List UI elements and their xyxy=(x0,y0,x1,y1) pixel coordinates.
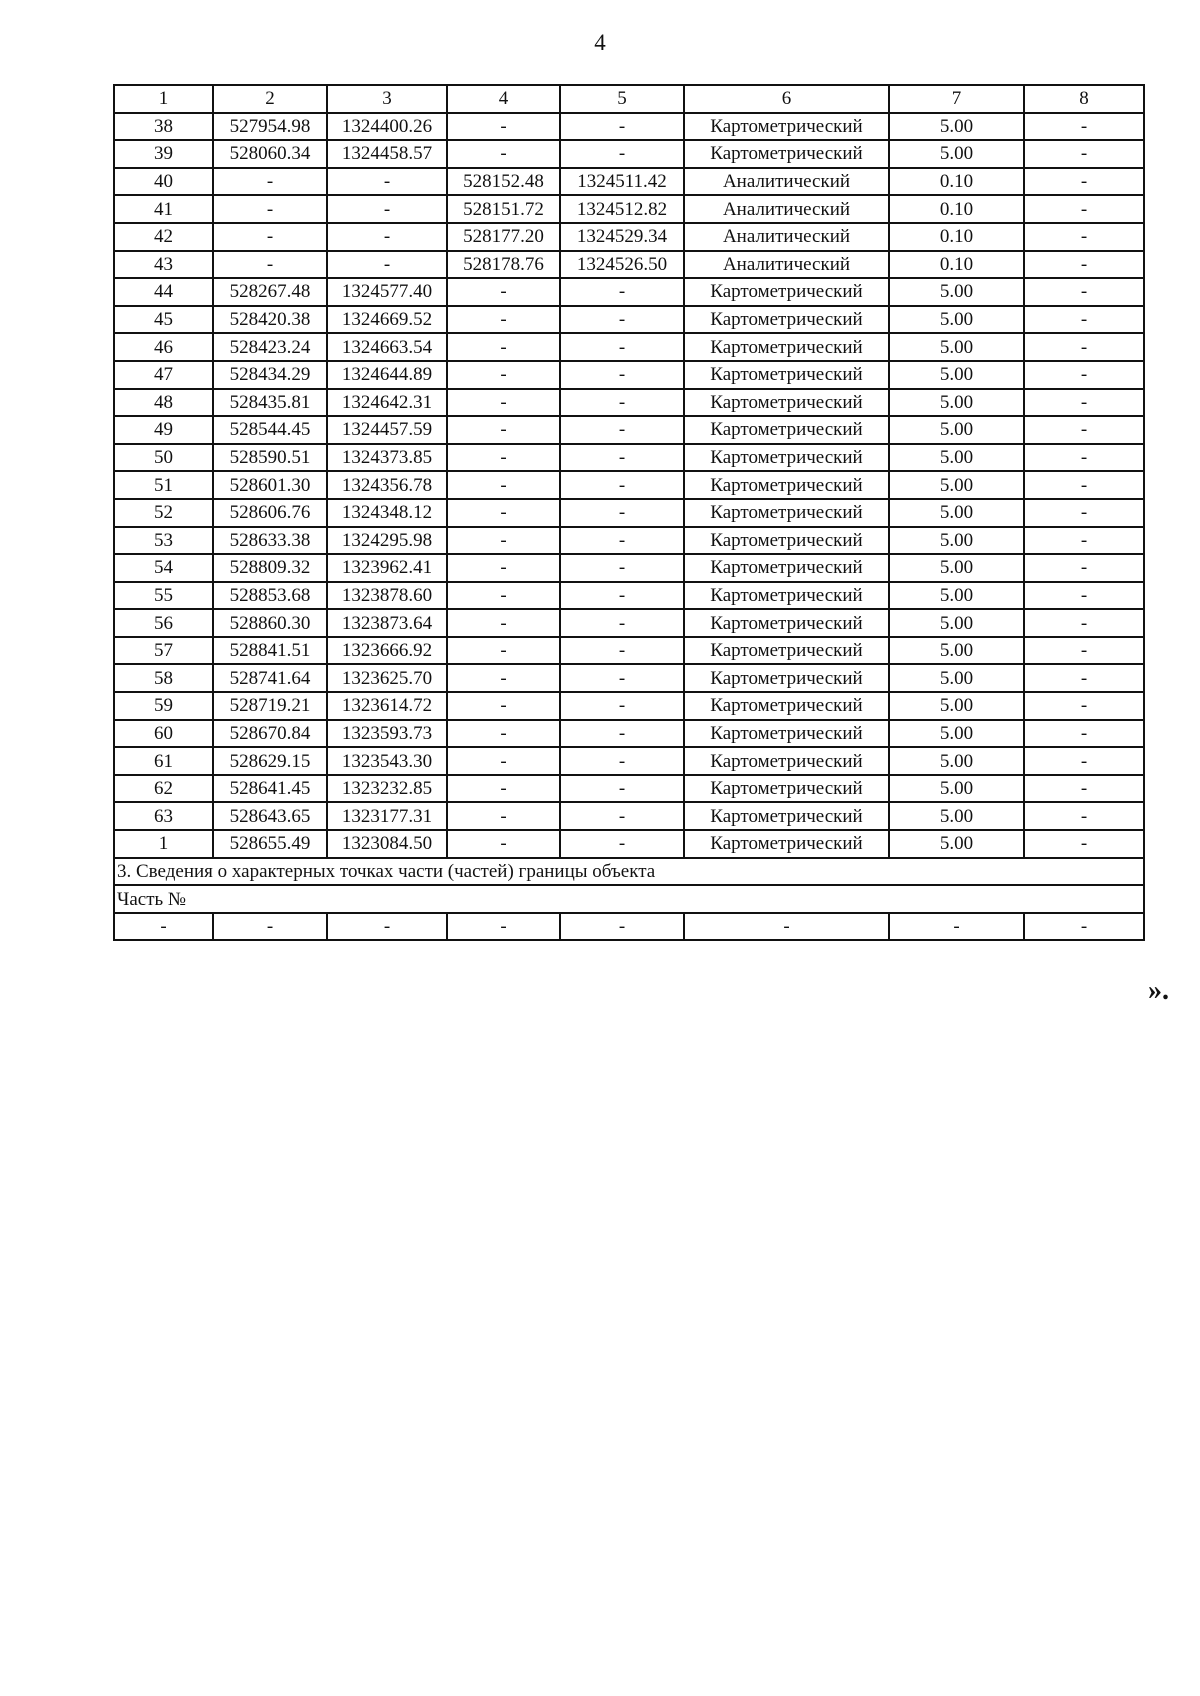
table-cell: - xyxy=(447,830,560,858)
table-cell: 57 xyxy=(114,637,213,665)
table-cell: Аналитический xyxy=(684,223,889,251)
table-cell: 5.00 xyxy=(889,113,1024,141)
table-cell: 528178.76 xyxy=(447,251,560,279)
table-cell: - xyxy=(327,195,447,223)
table-cell: - xyxy=(1024,499,1144,527)
table-cell: - xyxy=(560,913,684,941)
table-cell: - xyxy=(1024,471,1144,499)
table-cell: 528544.45 xyxy=(213,416,327,444)
table-cell: 528670.84 xyxy=(213,720,327,748)
table-row xyxy=(114,333,1144,361)
table-cell: 41 xyxy=(114,195,213,223)
table-cell: - xyxy=(447,444,560,472)
table-row xyxy=(114,775,1144,803)
table-cell: 528719.21 xyxy=(213,692,327,720)
table-cell: - xyxy=(447,802,560,830)
table-cell: 5.00 xyxy=(889,278,1024,306)
table-cell: 5.00 xyxy=(889,361,1024,389)
table-cell: Картометрический xyxy=(684,747,889,775)
table-row xyxy=(114,140,1144,168)
table-cell: 528643.65 xyxy=(213,802,327,830)
table-cell: - xyxy=(560,389,684,417)
part-label xyxy=(114,885,1144,913)
table-cell: - xyxy=(560,113,684,141)
table-cell: - xyxy=(560,361,684,389)
table-cell: - xyxy=(560,416,684,444)
table-cell: 1324400.26 xyxy=(327,113,447,141)
part-row xyxy=(114,913,1144,941)
table-cell: - xyxy=(213,223,327,251)
table-cell: - xyxy=(447,527,560,555)
table-cell: - xyxy=(560,802,684,830)
table-row xyxy=(114,499,1144,527)
table-cell: - xyxy=(447,333,560,361)
table-row xyxy=(114,692,1144,720)
table-cell: 528601.30 xyxy=(213,471,327,499)
table-cell: 1324348.12 xyxy=(327,499,447,527)
table-cell: - xyxy=(1024,389,1144,417)
table-cell: Картометрический xyxy=(684,664,889,692)
table-cell: - xyxy=(447,637,560,665)
table-cell: 528809.32 xyxy=(213,554,327,582)
table-cell: - xyxy=(447,913,560,941)
table-cell: 1323593.73 xyxy=(327,720,447,748)
table-cell: 528741.64 xyxy=(213,664,327,692)
table-cell: - xyxy=(560,830,684,858)
table-cell: - xyxy=(1024,416,1144,444)
table-cell: - xyxy=(560,582,684,610)
table-cell: 528590.51 xyxy=(213,444,327,472)
table-cell: 1323084.50 xyxy=(327,830,447,858)
table-cell: - xyxy=(1024,527,1144,555)
table-cell: 5.00 xyxy=(889,471,1024,499)
table-cell: - xyxy=(1024,278,1144,306)
table-cell: - xyxy=(1024,140,1144,168)
table-cell: - xyxy=(560,527,684,555)
table-cell: 0.10 xyxy=(889,195,1024,223)
table-cell: 52 xyxy=(114,499,213,527)
table-cell: 51 xyxy=(114,471,213,499)
table-cell: 39 xyxy=(114,140,213,168)
table-cell: - xyxy=(447,609,560,637)
table-cell: 5.00 xyxy=(889,802,1024,830)
table-cell: - xyxy=(560,444,684,472)
table-cell: Картометрический xyxy=(684,416,889,444)
table-cell: Картометрический xyxy=(684,361,889,389)
table-cell: 1324458.57 xyxy=(327,140,447,168)
table-cell: - xyxy=(447,775,560,803)
table-cell: Картометрический xyxy=(684,389,889,417)
table-cell: 5.00 xyxy=(889,527,1024,555)
table-cell: 62 xyxy=(114,775,213,803)
table-cell: - xyxy=(447,692,560,720)
table-cell: Картометрический xyxy=(684,775,889,803)
table-cell: 60 xyxy=(114,720,213,748)
table-cell: 5.00 xyxy=(889,692,1024,720)
table-row xyxy=(114,223,1144,251)
table-cell: - xyxy=(1024,361,1144,389)
table-cell: 5.00 xyxy=(889,609,1024,637)
table-row xyxy=(114,802,1144,830)
table-cell: 1324642.31 xyxy=(327,389,447,417)
table-cell: 43 xyxy=(114,251,213,279)
section-title xyxy=(114,858,1144,886)
table-cell: 1324512.82 xyxy=(560,195,684,223)
table-cell: 1324511.42 xyxy=(560,168,684,196)
table-cell: 56 xyxy=(114,609,213,637)
table-cell: - xyxy=(447,582,560,610)
table-cell: - xyxy=(1024,692,1144,720)
table-cell: 5.00 xyxy=(889,140,1024,168)
table-cell: Картометрический xyxy=(684,471,889,499)
table-cell: 63 xyxy=(114,802,213,830)
table-cell: 528860.30 xyxy=(213,609,327,637)
table-cell: Картометрический xyxy=(684,637,889,665)
table-cell: - xyxy=(1024,720,1144,748)
table-cell: 7 xyxy=(889,85,1024,113)
table-cell: 5.00 xyxy=(889,554,1024,582)
table-cell: - xyxy=(447,389,560,417)
table-cell: 58 xyxy=(114,664,213,692)
table-cell: 8 xyxy=(1024,85,1144,113)
table-cell: 5.00 xyxy=(889,637,1024,665)
table-cell: 528420.38 xyxy=(213,306,327,334)
table-cell: 5.00 xyxy=(889,416,1024,444)
table-cell: - xyxy=(447,306,560,334)
table-cell: 528629.15 xyxy=(213,747,327,775)
table-cell: 53 xyxy=(114,527,213,555)
table-cell: - xyxy=(447,140,560,168)
table-row xyxy=(114,389,1144,417)
table-cell: Картометрический xyxy=(684,802,889,830)
header-row xyxy=(114,85,1144,113)
table-cell: Картометрический xyxy=(684,333,889,361)
table-cell: 528841.51 xyxy=(213,637,327,665)
table-cell: - xyxy=(447,113,560,141)
table-cell: 5.00 xyxy=(889,664,1024,692)
table-cell: 50 xyxy=(114,444,213,472)
table-cell: Картометрический xyxy=(684,720,889,748)
table-cell: 1324373.85 xyxy=(327,444,447,472)
table-cell: 528177.20 xyxy=(447,223,560,251)
table-cell: 528151.72 xyxy=(447,195,560,223)
table-cell: - xyxy=(327,251,447,279)
table-cell: - xyxy=(560,775,684,803)
table-cell: 528423.24 xyxy=(213,333,327,361)
table-cell: 5.00 xyxy=(889,389,1024,417)
table-cell: 5.00 xyxy=(889,499,1024,527)
page-number: 4 xyxy=(594,30,606,55)
closing-quote: ». xyxy=(1148,975,1169,1006)
table-cell: - xyxy=(447,664,560,692)
table-cell: - xyxy=(1024,113,1144,141)
table-cell: - xyxy=(560,720,684,748)
table-row xyxy=(114,113,1144,141)
table-cell: Картометрический xyxy=(684,306,889,334)
table-cell: 1323625.70 xyxy=(327,664,447,692)
table-cell: - xyxy=(1024,802,1144,830)
table-cell: 5.00 xyxy=(889,333,1024,361)
table-cell: - xyxy=(1024,775,1144,803)
table-cell: 2 xyxy=(213,85,327,113)
table-cell: - xyxy=(447,747,560,775)
table-cell: - xyxy=(560,664,684,692)
table-cell: 1323614.72 xyxy=(327,692,447,720)
table-row xyxy=(114,747,1144,775)
table-cell: 1323873.64 xyxy=(327,609,447,637)
table-cell: - xyxy=(1024,168,1144,196)
table-cell: 38 xyxy=(114,113,213,141)
table-cell: - xyxy=(1024,609,1144,637)
table-cell: - xyxy=(560,637,684,665)
table-row xyxy=(114,582,1144,610)
table-cell: 1324526.50 xyxy=(560,251,684,279)
table-cell: - xyxy=(1024,830,1144,858)
table-cell: - xyxy=(1024,223,1144,251)
table-cell: Картометрический xyxy=(684,830,889,858)
table-cell: 47 xyxy=(114,361,213,389)
table-cell: - xyxy=(1024,195,1144,223)
table-cell: 5 xyxy=(560,85,684,113)
table-cell: - xyxy=(447,278,560,306)
table-row xyxy=(114,416,1144,444)
table-cell: 59 xyxy=(114,692,213,720)
table-cell: - xyxy=(1024,913,1144,941)
table-cell: 0.10 xyxy=(889,168,1024,196)
table-cell: 1 xyxy=(114,85,213,113)
table-cell: 0.10 xyxy=(889,251,1024,279)
table-cell: 54 xyxy=(114,554,213,582)
table-cell: 527954.98 xyxy=(213,113,327,141)
table-cell: - xyxy=(1024,444,1144,472)
table-cell: - xyxy=(213,251,327,279)
table-cell: - xyxy=(447,471,560,499)
table-cell: 4 xyxy=(447,85,560,113)
table-cell: 61 xyxy=(114,747,213,775)
table-cell: - xyxy=(560,499,684,527)
table-cell: 528060.34 xyxy=(213,140,327,168)
table-cell: 5.00 xyxy=(889,830,1024,858)
table-row xyxy=(114,637,1144,665)
table-cell: - xyxy=(447,416,560,444)
table-cell: 5.00 xyxy=(889,720,1024,748)
table-cell: 528152.48 xyxy=(447,168,560,196)
table-cell: 5.00 xyxy=(889,444,1024,472)
table-cell: 1323543.30 xyxy=(327,747,447,775)
table-cell: - xyxy=(1024,637,1144,665)
table-cell: 528655.49 xyxy=(213,830,327,858)
table-cell: 40 xyxy=(114,168,213,196)
coordinates-table xyxy=(113,84,1145,941)
table-cell: - xyxy=(447,720,560,748)
table-cell: - xyxy=(560,278,684,306)
table-cell: 1324663.54 xyxy=(327,333,447,361)
table-cell: 45 xyxy=(114,306,213,334)
table-cell: 1324644.89 xyxy=(327,361,447,389)
table-cell: - xyxy=(1024,306,1144,334)
table-cell: 528435.81 xyxy=(213,389,327,417)
table-cell: 5.00 xyxy=(889,775,1024,803)
table-row xyxy=(114,278,1144,306)
table-row xyxy=(114,195,1144,223)
table-cell: 1323666.92 xyxy=(327,637,447,665)
table-cell: - xyxy=(447,361,560,389)
table-cell: - xyxy=(327,168,447,196)
table-cell: - xyxy=(327,913,447,941)
part-label-text: Часть № xyxy=(114,885,1144,913)
table-cell: Аналитический xyxy=(684,168,889,196)
table-cell: - xyxy=(213,913,327,941)
table-cell: - xyxy=(889,913,1024,941)
table-cell: 1324529.34 xyxy=(560,223,684,251)
table-cell: 42 xyxy=(114,223,213,251)
table-row xyxy=(114,471,1144,499)
table-cell: 44 xyxy=(114,278,213,306)
table-cell: - xyxy=(447,554,560,582)
table-cell: - xyxy=(1024,554,1144,582)
table-cell: - xyxy=(560,692,684,720)
table-cell: 1323878.60 xyxy=(327,582,447,610)
table-cell: 528434.29 xyxy=(213,361,327,389)
table-cell: Аналитический xyxy=(684,195,889,223)
table-cell: 1324457.59 xyxy=(327,416,447,444)
table-row xyxy=(114,720,1144,748)
table-row xyxy=(114,168,1144,196)
table-cell: 5.00 xyxy=(889,306,1024,334)
table-row xyxy=(114,251,1144,279)
table-cell: 1324577.40 xyxy=(327,278,447,306)
table-cell: - xyxy=(560,609,684,637)
table-cell: 46 xyxy=(114,333,213,361)
table-cell: Картометрический xyxy=(684,499,889,527)
table-cell: 1 xyxy=(114,830,213,858)
table-cell: Аналитический xyxy=(684,251,889,279)
table-cell: - xyxy=(684,913,889,941)
table-cell: - xyxy=(327,223,447,251)
table-cell: Картометрический xyxy=(684,278,889,306)
table-cell: Картометрический xyxy=(684,140,889,168)
table-cell: 528641.45 xyxy=(213,775,327,803)
table-cell: 3 xyxy=(327,85,447,113)
table-cell: 1323177.31 xyxy=(327,802,447,830)
table-row xyxy=(114,664,1144,692)
table-cell: - xyxy=(560,140,684,168)
table-cell: - xyxy=(1024,664,1144,692)
table-cell: - xyxy=(1024,333,1144,361)
table-cell: Картометрический xyxy=(684,527,889,555)
table-cell: Картометрический xyxy=(684,582,889,610)
table-row xyxy=(114,609,1144,637)
table-cell: 1324295.98 xyxy=(327,527,447,555)
table-cell: - xyxy=(1024,251,1144,279)
table-cell: 48 xyxy=(114,389,213,417)
table-cell: 528633.38 xyxy=(213,527,327,555)
table-row xyxy=(114,554,1144,582)
table-cell: 1323962.41 xyxy=(327,554,447,582)
table-cell: 1324669.52 xyxy=(327,306,447,334)
table-cell: 5.00 xyxy=(889,582,1024,610)
table-cell: 55 xyxy=(114,582,213,610)
table-cell: 1324356.78 xyxy=(327,471,447,499)
table-cell: Картометрический xyxy=(684,692,889,720)
table-cell: - xyxy=(560,306,684,334)
table-cell: - xyxy=(1024,582,1144,610)
table-cell: Картометрический xyxy=(684,444,889,472)
table-cell: 528267.48 xyxy=(213,278,327,306)
table-row xyxy=(114,361,1144,389)
table-row xyxy=(114,444,1144,472)
table-cell: 0.10 xyxy=(889,223,1024,251)
table-cell: - xyxy=(560,554,684,582)
table-cell: - xyxy=(1024,747,1144,775)
table-cell: 49 xyxy=(114,416,213,444)
table-cell: 5.00 xyxy=(889,747,1024,775)
table-cell: 528606.76 xyxy=(213,499,327,527)
table-cell: - xyxy=(114,913,213,941)
table-cell: 1323232.85 xyxy=(327,775,447,803)
table-row xyxy=(114,527,1144,555)
table-cell: - xyxy=(560,471,684,499)
table-cell: 6 xyxy=(684,85,889,113)
section-title-text: 3. Сведения о характерных точках части (частей) границы объекта xyxy=(114,858,1144,886)
table-row xyxy=(114,306,1144,334)
table-cell: - xyxy=(447,499,560,527)
table-cell: - xyxy=(213,195,327,223)
table-row xyxy=(114,830,1144,858)
table-cell: 528853.68 xyxy=(213,582,327,610)
table-cell: Картометрический xyxy=(684,554,889,582)
table-cell: - xyxy=(560,333,684,361)
table-cell: Картометрический xyxy=(684,609,889,637)
table-cell: - xyxy=(213,168,327,196)
table-cell: - xyxy=(560,747,684,775)
table-cell: Картометрический xyxy=(684,113,889,141)
